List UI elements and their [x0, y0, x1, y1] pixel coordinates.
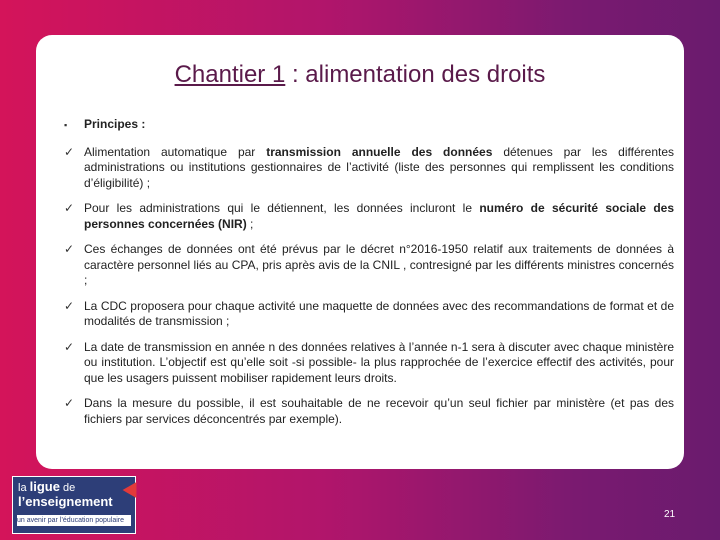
ligue-enseignement-logo [12, 476, 136, 534]
slide-title-rest: : alimentation des droits [285, 61, 546, 88]
logo-text: de [59, 482, 76, 494]
square-bullet-icon: ▪ [64, 120, 68, 130]
checkmark-icon: ✓ [64, 144, 75, 159]
logo-text: la [18, 482, 30, 494]
principles-heading-item [64, 117, 674, 133]
item-bold-text: numéro de sécurité sociale des personnes concernées (NIR) [84, 201, 674, 231]
checkmark-icon: ✓ [64, 298, 75, 313]
logo-tagline: un avenir par l’éducation populaire [17, 515, 131, 526]
item-text: détenues par les différentes administrations ou institutions gestionnaires de l’activité (liste des personnes qui remplissent les conditions d’éligibilité) ; [84, 144, 675, 190]
item-text: Ces échanges de données ont été prévus par le décret n°2016-1950 relatif aux traitements de données à caractère personnel liés au CPA, pris après avis de la CNIL , contresigné par les différents ministres concernés ; [84, 242, 674, 287]
list-item [64, 396, 674, 427]
list-item [64, 340, 674, 387]
checkmark-icon: ✓ [64, 242, 75, 256]
item-text: Alimentation automatique par [84, 144, 267, 159]
slide-content [64, 117, 674, 437]
item-text: La date de transmission en année n des données relatives à l’année n-1 sera à discuter avec chaque ministère ou institution. L’objectif est qu’elle soit -si possible- la plus rapprochée de l’exercice effectif des activités, pour que les usagers puissent mobiliser rapidement leurs droits. [84, 339, 674, 385]
item-text: Dans la mesure du possible, il est souhaitable de ne recevoir qu’un seul fichier par ministère (et pas des fichiers par services déconcentrés par exemple). [84, 396, 674, 426]
checkmark-icon: ✓ [64, 396, 75, 410]
logo-line1 [18, 481, 75, 494]
slide-title-main: Chantier 1 [174, 61, 286, 88]
slide-title [36, 61, 684, 89]
checkmark-icon: ✓ [64, 201, 75, 215]
page-number: 21 [664, 509, 676, 520]
item-text: ; [246, 216, 254, 231]
logo-text: ligue [29, 479, 60, 494]
slide-card [36, 35, 684, 469]
list-item [64, 201, 674, 232]
logo-wing-icon [123, 478, 144, 498]
item-text: La CDC proposera pour chaque activité une maquette de données avec des recommandations de format et de modalités de transmission ; [84, 298, 674, 328]
principles-heading: Principes : [84, 117, 146, 131]
item-text: Pour les administrations qui le détiennent, les données incluront le [84, 201, 480, 215]
checkmark-icon: ✓ [64, 339, 75, 354]
list-item [64, 299, 674, 330]
list-item [64, 145, 674, 192]
item-bold-text: transmission annuelle des données [266, 144, 493, 159]
list-item [64, 242, 674, 289]
logo-line2: l’enseignement [18, 494, 113, 509]
